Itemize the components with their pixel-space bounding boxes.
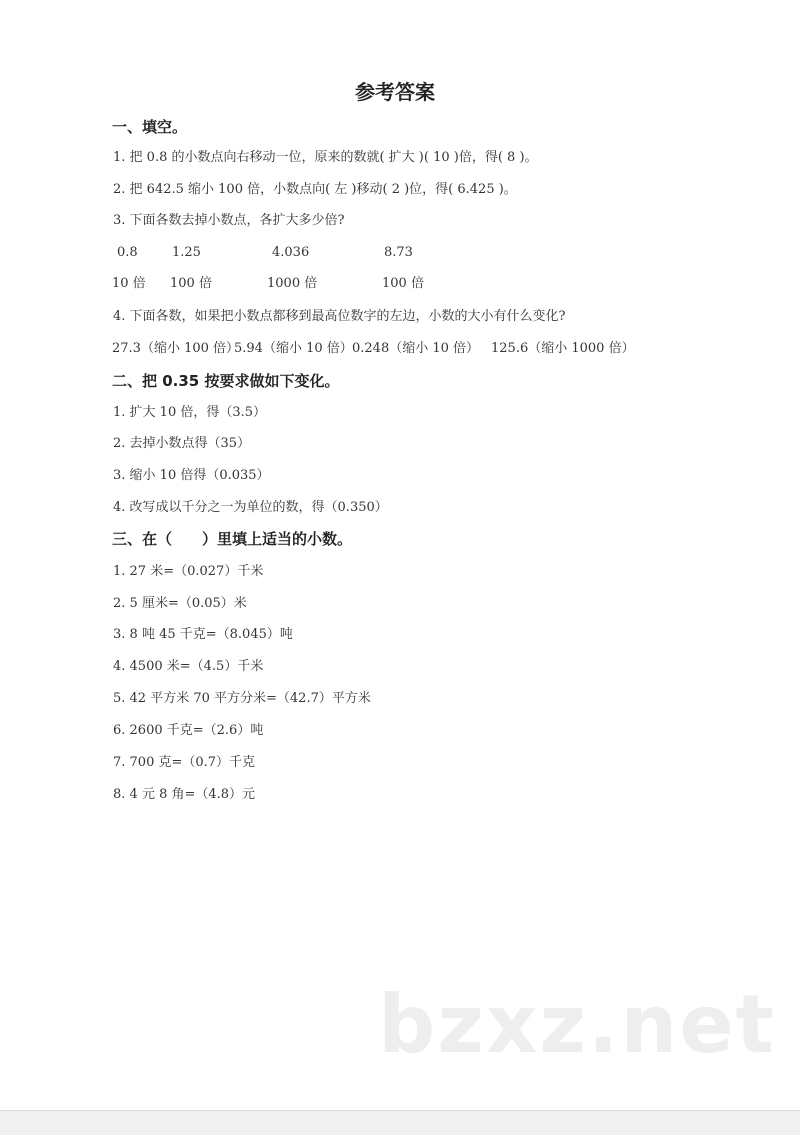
list-item: 4. 4500 米=（4.5）千米 xyxy=(113,659,264,674)
bottom-bar xyxy=(0,1110,800,1135)
question-3: 3. 下面各数去掉小数点，各扩大多少倍? xyxy=(113,213,345,228)
list-item: 1. 扩大 10 倍，得（3.5） xyxy=(113,405,267,420)
q3-number: 4.036 xyxy=(272,245,310,260)
q3-number: 1.25 xyxy=(172,245,201,260)
q3-answer: 1000 倍 xyxy=(267,276,318,291)
q4-answer: 125.6（缩小 1000 倍） xyxy=(491,341,635,356)
list-item: 2. 5 厘米=（0.05）米 xyxy=(113,596,247,611)
list-item: 6. 2600 千克=（2.6）吨 xyxy=(113,723,264,738)
q4-answer: 0.248（缩小 10 倍） xyxy=(352,341,480,356)
question-1: 1. 把 0.8 的小数点向右移动一位，原来的数就( 扩大 )( 10 )倍，得( 8 )。 xyxy=(113,150,538,165)
list-item: 8. 4 元 8 角=（4.8）元 xyxy=(113,787,256,802)
q3-answer: 100 倍 xyxy=(170,276,212,291)
q3-number: 8.73 xyxy=(384,245,413,260)
question-2: 2. 把 642.5 缩小 100 倍，小数点向( 左 )移动( 2 )位，得( 6.425 )。 xyxy=(113,182,517,197)
list-item: 7. 700 克=（0.7）千克 xyxy=(113,755,256,770)
list-item: 5. 42 平方米 70 平方分米=（42.7）平方米 xyxy=(113,691,371,706)
list-item: 2. 去掉小数点得（35） xyxy=(113,436,251,451)
q3-answer: 10 倍 xyxy=(112,276,146,291)
question-4: 4. 下面各数，如果把小数点都移到最高位数字的左边，小数的大小有什么变化? xyxy=(113,309,566,324)
watermark: bzxz.net xyxy=(378,978,776,1071)
section2-heading: 二、把 0.35 按要求做如下变化。 xyxy=(112,372,340,390)
page-title: 参考答案 xyxy=(355,80,435,104)
list-item: 3. 缩小 10 倍得（0.035） xyxy=(113,468,270,483)
list-item: 1. 27 米=（0.027）千米 xyxy=(113,564,264,579)
q3-answer: 100 倍 xyxy=(382,276,424,291)
q4-answer: 5.94（缩小 10 倍） xyxy=(234,341,353,356)
section3-heading: 三、在（ ）里填上适当的小数。 xyxy=(112,530,353,548)
section1-heading: 一、填空。 xyxy=(112,118,188,136)
q4-answer: 27.3（缩小 100 倍） xyxy=(112,341,240,356)
list-item: 3. 8 吨 45 千克=（8.045）吨 xyxy=(113,627,293,642)
q3-number: 0.8 xyxy=(117,245,138,260)
list-item: 4. 改写成以千分之一为单位的数，得（0.350） xyxy=(113,500,388,515)
